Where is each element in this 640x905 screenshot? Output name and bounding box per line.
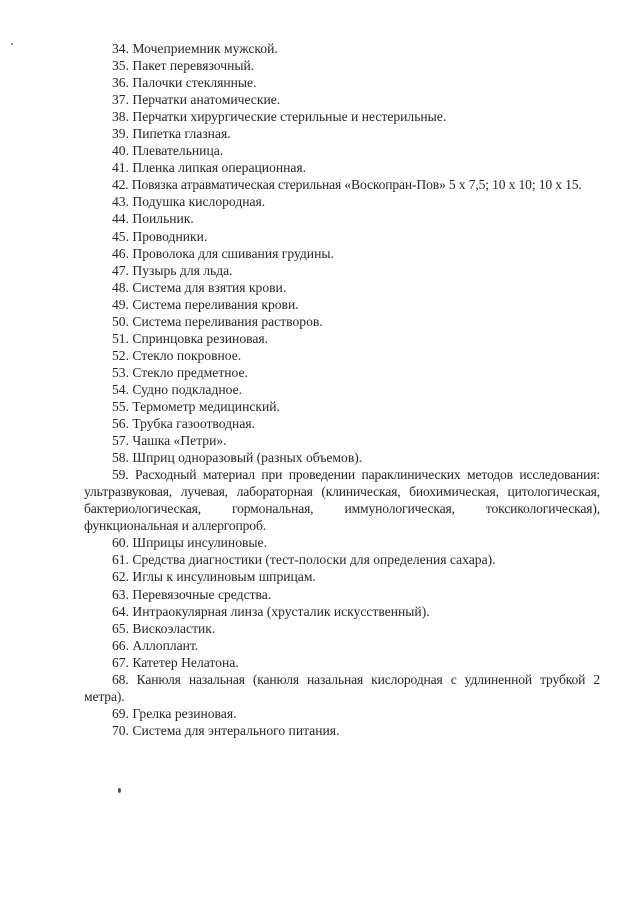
- list-item: 69. Грелка резиновая.: [112, 705, 237, 721]
- list-item: 62. Иглы к инсулиновым шприцам.: [112, 569, 316, 585]
- list-item: 70. Система для энтерального питания.: [112, 722, 340, 738]
- list-item: 45. Проводники.: [112, 228, 208, 244]
- list-item: 63. Перевязочные средства.: [112, 586, 272, 602]
- list-item: 35. Пакет перевязочный.: [112, 58, 255, 74]
- supplies-list: [84, 40, 600, 739]
- list-item: 60. Шприцы инсулиновые.: [112, 535, 267, 551]
- list-item: 36. Палочки стеклянные.: [112, 75, 257, 91]
- list-item: 46. Проволока для сшивания грудины.: [112, 245, 334, 261]
- list-item: 41. Пленка липкая операционная.: [112, 160, 307, 176]
- list-item: 50. Система переливания растворов.: [112, 313, 323, 329]
- list-item: 66. Аллоплант.: [112, 637, 199, 653]
- list-item: 44. Поильник.: [112, 211, 194, 227]
- list-item: 57. Чашка «Петри».: [112, 433, 227, 449]
- list-item: 42. Повязка атравматическая стерильная «Воскопран-Пов» 5 x 7,5; 10 x 10; 10 x 15.: [112, 177, 582, 193]
- list-item: 43. Подушка кислородная.: [112, 194, 266, 210]
- list-item: 61. Средства диагностики (тест-полоски для определения сахара).: [112, 552, 496, 568]
- list-item: 53. Стекло предметное.: [112, 364, 248, 380]
- list-item: 47. Пузырь для льда.: [112, 262, 233, 278]
- scan-speck: [11, 43, 13, 45]
- list-item: 39. Пипетка глазная.: [112, 126, 231, 142]
- list-item: 68. Канюля назальная (канюля назальная кислородная с удлиненной трубкой 2 метра).: [84, 671, 600, 704]
- list-item: 59. Расходный материал при проведении параклинических методов исследования: ультразвуковая, лучевая, лабораторная (клиническая, биохимическая, цитологическая, бактериологическая, гормональная, иммунологическая, токсикологическая), функциональная и аллергопроб.: [84, 467, 600, 534]
- list-item: 67. Катетер Нелатона.: [112, 654, 239, 670]
- list-item: 64. Интраокулярная линза (хрусталик искусственный).: [112, 603, 430, 619]
- list-item: 37. Перчатки анатомические.: [112, 92, 281, 108]
- list-item: 65. Вискоэластик.: [112, 620, 216, 636]
- list-item: 38. Перчатки хирургические стерильные и нестерильные.: [112, 109, 447, 125]
- list-item: 52. Стекло покровное.: [112, 347, 242, 363]
- list-item: 40. Плевательница.: [112, 143, 224, 159]
- list-item: 48. Система для взятия крови.: [112, 279, 287, 295]
- list-item: 49. Система переливания крови.: [112, 296, 299, 312]
- list-item: 54. Судно подкладное.: [112, 381, 243, 397]
- list-item: 56. Трубка газоотводная.: [112, 416, 256, 432]
- list-item: 51. Спринцовка резиновая.: [112, 330, 269, 346]
- list-item: 58. Шприц одноразовый (разных объемов).: [112, 450, 363, 466]
- list-item: 34. Мочеприемник мужской.: [112, 41, 278, 56]
- list-item: 55. Термометр медицинский.: [112, 398, 280, 414]
- scan-speck: [118, 788, 121, 793]
